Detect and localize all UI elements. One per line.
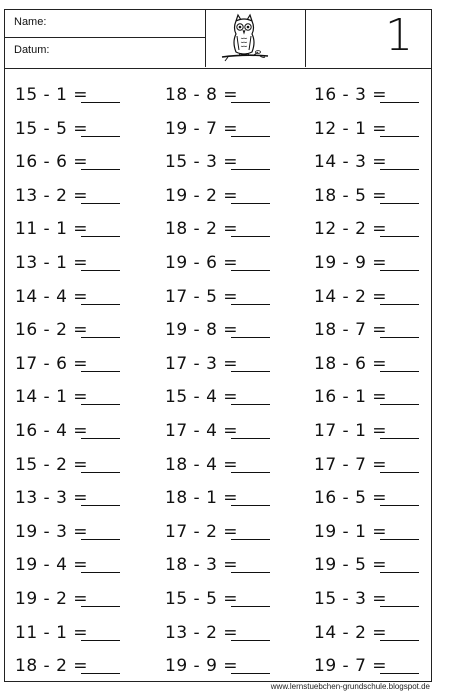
problem-row [5, 144, 431, 177]
problem-row [5, 447, 431, 480]
answer-blank[interactable] [231, 236, 270, 237]
problem-expression: 19 - 8 = [165, 320, 239, 341]
problem-expression: 15 - 3 = [165, 152, 239, 173]
answer-blank[interactable] [231, 270, 270, 271]
sheet-number-box [306, 10, 431, 67]
problem-expression: 19 - 1 = [314, 521, 388, 542]
answer-blank[interactable] [380, 404, 419, 405]
answer-blank[interactable] [231, 505, 270, 506]
answer-blank[interactable] [380, 169, 419, 170]
problem-expression: 15 - 1 = [15, 85, 89, 105]
answer-blank[interactable] [81, 371, 120, 372]
problem-expression: 14 - 4 = [15, 286, 89, 307]
answer-blank[interactable] [231, 404, 270, 405]
answer-blank[interactable] [380, 337, 419, 338]
problem-expression: 18 - 3 = [165, 555, 239, 576]
problem-expression: 13 - 3 = [15, 488, 89, 509]
answer-blank[interactable] [81, 505, 120, 506]
answer-blank[interactable] [81, 438, 120, 439]
problem-expression: 15 - 5 = [15, 118, 89, 139]
problem-expression: 15 - 4 = [165, 387, 239, 408]
answer-blank[interactable] [380, 371, 419, 372]
problem-expression: 19 - 7 = [165, 118, 239, 139]
problem-row [5, 514, 431, 547]
problem-expression: 15 - 2 = [15, 454, 89, 475]
problem-row [5, 312, 431, 345]
problem-expression: 19 - 3 = [15, 521, 89, 542]
problem-expression: 14 - 2 = [314, 622, 388, 643]
sheet-number: 1 [385, 10, 413, 61]
problem-expression: 12 - 1 = [314, 118, 388, 139]
name-label: Name: [14, 16, 47, 28]
answer-blank[interactable] [81, 304, 120, 305]
problem-expression: 16 - 4 = [15, 421, 89, 441]
problem-expression: 16 - 1 = [314, 387, 388, 408]
problem-expression: 18 - 7 = [314, 320, 388, 341]
answer-blank[interactable] [380, 606, 419, 607]
owl-box [206, 10, 306, 67]
problem-expression: 17 - 1 = [314, 421, 388, 441]
answer-blank[interactable] [380, 673, 419, 674]
answer-blank[interactable] [231, 572, 270, 573]
problem-expression: 19 - 7 = [314, 656, 388, 677]
problem-expression: 19 - 2 = [15, 589, 89, 609]
problem-row [5, 77, 431, 110]
answer-blank[interactable] [380, 472, 419, 473]
problem-expression: 19 - 5 = [314, 555, 388, 576]
answer-blank[interactable] [231, 606, 270, 607]
problem-row [5, 211, 431, 244]
answer-blank[interactable] [231, 539, 270, 540]
problem-expression: 18 - 2 = [15, 656, 89, 677]
answer-blank[interactable] [81, 640, 120, 641]
problem-row [5, 346, 431, 379]
problem-expression: 19 - 6 = [165, 253, 239, 273]
answer-blank[interactable] [81, 539, 120, 540]
answer-blank[interactable] [380, 102, 419, 103]
problem-expression: 17 - 3 = [165, 353, 239, 374]
problem-expression: 11 - 1 = [15, 622, 89, 643]
problem-expression: 17 - 6 = [15, 353, 89, 374]
answer-blank[interactable] [81, 169, 120, 170]
problem-row [5, 178, 431, 211]
problem-expression: 13 - 2 = [165, 622, 239, 643]
answer-blank[interactable] [231, 673, 270, 674]
owl-icon [214, 12, 274, 64]
problem-expression: 11 - 1 = [15, 219, 89, 240]
answer-blank[interactable] [380, 236, 419, 237]
problem-expression: 16 - 2 = [15, 320, 89, 341]
answer-blank[interactable] [231, 304, 270, 305]
answer-blank[interactable] [231, 640, 270, 641]
answer-blank[interactable] [81, 236, 120, 237]
problem-expression: 16 - 3 = [314, 85, 388, 105]
problem-expression: 16 - 6 = [15, 152, 89, 173]
answer-blank[interactable] [81, 673, 120, 674]
name-date-box [5, 10, 206, 67]
problem-expression: 19 - 9 = [314, 253, 388, 273]
problem-row [5, 379, 431, 412]
answer-blank[interactable] [81, 136, 120, 137]
problem-row [5, 111, 431, 144]
problem-expression: 19 - 4 = [15, 555, 89, 576]
problem-expression: 18 - 1 = [165, 488, 239, 509]
answer-blank[interactable] [231, 203, 270, 204]
answer-blank[interactable] [81, 337, 120, 338]
answer-blank[interactable] [231, 169, 270, 170]
problem-expression: 14 - 3 = [314, 152, 388, 173]
answer-blank[interactable] [81, 572, 120, 573]
problem-row [5, 480, 431, 513]
problem-expression: 18 - 2 = [165, 219, 239, 240]
problem-row [5, 413, 431, 446]
answer-blank[interactable] [81, 203, 120, 204]
problem-expression: 14 - 2 = [314, 286, 388, 307]
problem-row [5, 648, 431, 681]
answer-blank[interactable] [380, 572, 419, 573]
answer-blank[interactable] [380, 505, 419, 506]
name-field[interactable] [5, 10, 205, 38]
problem-expression: 14 - 1 = [15, 387, 89, 408]
problem-expression: 18 - 8 = [165, 85, 239, 105]
answer-blank[interactable] [81, 270, 120, 271]
answer-blank[interactable] [231, 438, 270, 439]
answer-blank[interactable] [81, 102, 120, 103]
worksheet [4, 9, 432, 682]
answer-blank[interactable] [380, 270, 419, 271]
problem-expression: 18 - 6 = [314, 353, 388, 374]
problem-expression: 17 - 5 = [165, 286, 239, 307]
answer-blank[interactable] [81, 472, 120, 473]
problem-row [5, 245, 431, 278]
problem-row [5, 581, 431, 614]
problem-expression: 15 - 3 = [314, 589, 388, 609]
answer-blank[interactable] [81, 404, 120, 405]
answer-blank[interactable] [231, 371, 270, 372]
answer-blank[interactable] [380, 136, 419, 137]
footer-url: www.lernstuebchen-grundschule.blogspot.de [270, 682, 430, 691]
problem-expression: 19 - 2 = [165, 185, 239, 206]
problem-expression: 19 - 9 = [165, 656, 239, 677]
problem-row [5, 547, 431, 580]
answer-blank[interactable] [380, 539, 419, 540]
answer-blank[interactable] [81, 606, 120, 607]
answer-blank[interactable] [380, 203, 419, 204]
problem-row [5, 615, 431, 648]
problem-expression: 17 - 7 = [314, 454, 388, 475]
problem-expression: 12 - 2 = [314, 219, 388, 240]
worksheet-header [5, 10, 431, 69]
answer-blank[interactable] [231, 472, 270, 473]
problem-expression: 13 - 2 = [15, 185, 89, 206]
answer-blank[interactable] [380, 640, 419, 641]
problem-expression: 17 - 4 = [165, 421, 239, 441]
answer-blank[interactable] [380, 304, 419, 305]
problem-expression: 13 - 1 = [15, 253, 89, 273]
date-label: Datum: [14, 44, 50, 56]
problem-expression: 15 - 5 = [165, 589, 239, 609]
date-field[interactable] [5, 38, 205, 66]
problem-expression: 18 - 5 = [314, 185, 388, 206]
problem-row [5, 279, 431, 312]
problem-expression: 18 - 4 = [165, 454, 239, 475]
answer-blank[interactable] [231, 136, 270, 137]
problem-expression: 16 - 5 = [314, 488, 388, 509]
problem-expression: 17 - 2 = [165, 521, 239, 542]
answer-blank[interactable] [231, 102, 270, 103]
answer-blank[interactable] [231, 337, 270, 338]
answer-blank[interactable] [380, 438, 419, 439]
